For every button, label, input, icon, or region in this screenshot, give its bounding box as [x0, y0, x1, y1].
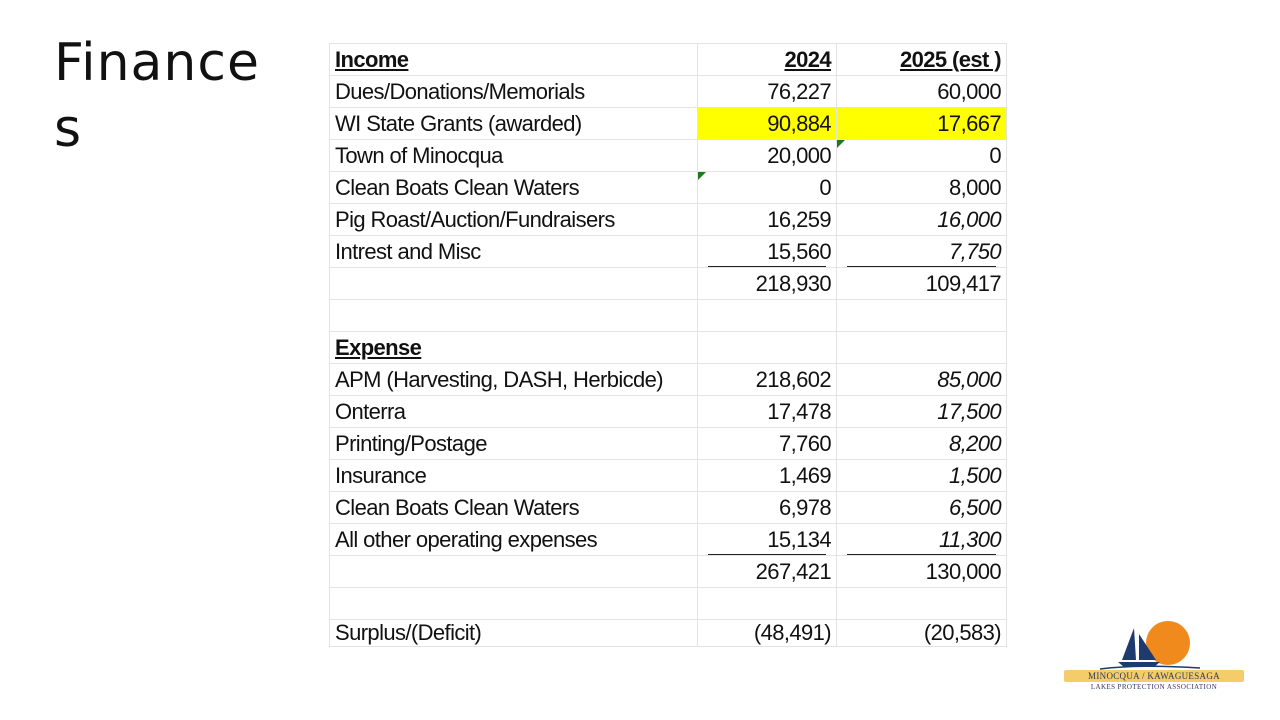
surplus-2025: (20,583) [837, 620, 1007, 647]
empty-cell [837, 332, 1007, 364]
spacer-row [330, 300, 1007, 332]
finance-table [329, 43, 1007, 647]
table-row [330, 236, 1007, 268]
value-2024: 76,227 [698, 76, 837, 108]
expense-total-2024: 267,421 [698, 556, 837, 588]
empty-cell [698, 332, 837, 364]
expense-total-row [330, 556, 1007, 588]
value-2025: 60,000 [837, 76, 1007, 108]
cell-text: 0 [819, 174, 831, 200]
empty-cell [837, 300, 1007, 332]
comment-indicator-icon[interactable] [837, 140, 845, 148]
table-row [330, 140, 1007, 172]
table-row [330, 492, 1007, 524]
table-row [330, 428, 1007, 460]
value-2024 [698, 172, 837, 204]
value-2025: 6,500 [837, 492, 1007, 524]
table-row [330, 460, 1007, 492]
value-2024: 6,978 [698, 492, 837, 524]
slide-title: Finances [54, 33, 260, 159]
row-label: Clean Boats Clean Waters [330, 172, 698, 204]
value-2024: 20,000 [698, 140, 837, 172]
sailboat-sun-logo-icon [1060, 620, 1246, 672]
row-label: Printing/Postage [330, 428, 698, 460]
sail-icon [1122, 628, 1136, 660]
income-total-2024: 218,930 [698, 268, 837, 300]
row-label: Dues/Donations/Memorials [330, 76, 698, 108]
row-label: Intrest and Misc [330, 236, 698, 268]
value-2025: 8,200 [837, 428, 1007, 460]
empty-cell [698, 588, 837, 620]
empty-cell [330, 268, 698, 300]
table-row [330, 108, 1007, 140]
water-line-icon [1100, 666, 1200, 669]
value-2024-highlighted: 90,884 [698, 108, 837, 140]
row-label: Insurance [330, 460, 698, 492]
year-2025-header: 2025 (est ) [837, 44, 1007, 76]
value-2025: 85,000 [837, 364, 1007, 396]
value-2025: 17,500 [837, 396, 1007, 428]
value-2025: 1,500 [837, 460, 1007, 492]
row-label: APM (Harvesting, DASH, Herbicde) [330, 364, 698, 396]
surplus-row [330, 620, 1007, 647]
value-2024: 1,469 [698, 460, 837, 492]
surplus-label: Surplus/(Deficit) [330, 620, 698, 647]
logo-name: MINOCQUA / KAWAGUESAGA [1064, 670, 1244, 682]
expense-total-2025: 130,000 [837, 556, 1007, 588]
association-logo [1060, 620, 1246, 696]
value-2024: 15,134 [698, 524, 837, 556]
value-2025: 16,000 [837, 204, 1007, 236]
empty-cell [837, 588, 1007, 620]
table-row [330, 172, 1007, 204]
income-header: Income [330, 44, 698, 76]
row-label: Clean Boats Clean Waters [330, 492, 698, 524]
value-2025-highlighted: 17,667 [837, 108, 1007, 140]
row-label: Pig Roast/Auction/Fundraisers [330, 204, 698, 236]
row-label: WI State Grants (awarded) [330, 108, 698, 140]
expense-header: Expense [330, 332, 698, 364]
income-total-row [330, 268, 1007, 300]
table-row [330, 524, 1007, 556]
value-2024: 15,560 [698, 236, 837, 268]
row-label: All other operating expenses [330, 524, 698, 556]
empty-cell [330, 588, 698, 620]
income-total-2025: 109,417 [837, 268, 1007, 300]
table-header-row [330, 44, 1007, 76]
surplus-2024: (48,491) [698, 620, 837, 647]
logo-subtitle: LAKES PROTECTION ASSOCIATION [1090, 683, 1218, 691]
table-row [330, 204, 1007, 236]
year-2024-header: 2024 [698, 44, 837, 76]
value-2025: 7,750 [837, 236, 1007, 268]
row-label: Onterra [330, 396, 698, 428]
value-2024: 218,602 [698, 364, 837, 396]
value-2024: 17,478 [698, 396, 837, 428]
empty-cell [330, 556, 698, 588]
value-2025 [837, 140, 1007, 172]
spacer-row [330, 588, 1007, 620]
value-2024: 7,760 [698, 428, 837, 460]
cell-text: 0 [989, 142, 1001, 168]
value-2024: 16,259 [698, 204, 837, 236]
table-row [330, 76, 1007, 108]
empty-cell [330, 300, 698, 332]
value-2025: 8,000 [837, 172, 1007, 204]
expense-header-row [330, 332, 1007, 364]
value-2025: 11,300 [837, 524, 1007, 556]
row-label: Town of Minocqua [330, 140, 698, 172]
table-row [330, 364, 1007, 396]
comment-indicator-icon[interactable] [698, 172, 706, 180]
empty-cell [698, 300, 837, 332]
table-row [330, 396, 1007, 428]
